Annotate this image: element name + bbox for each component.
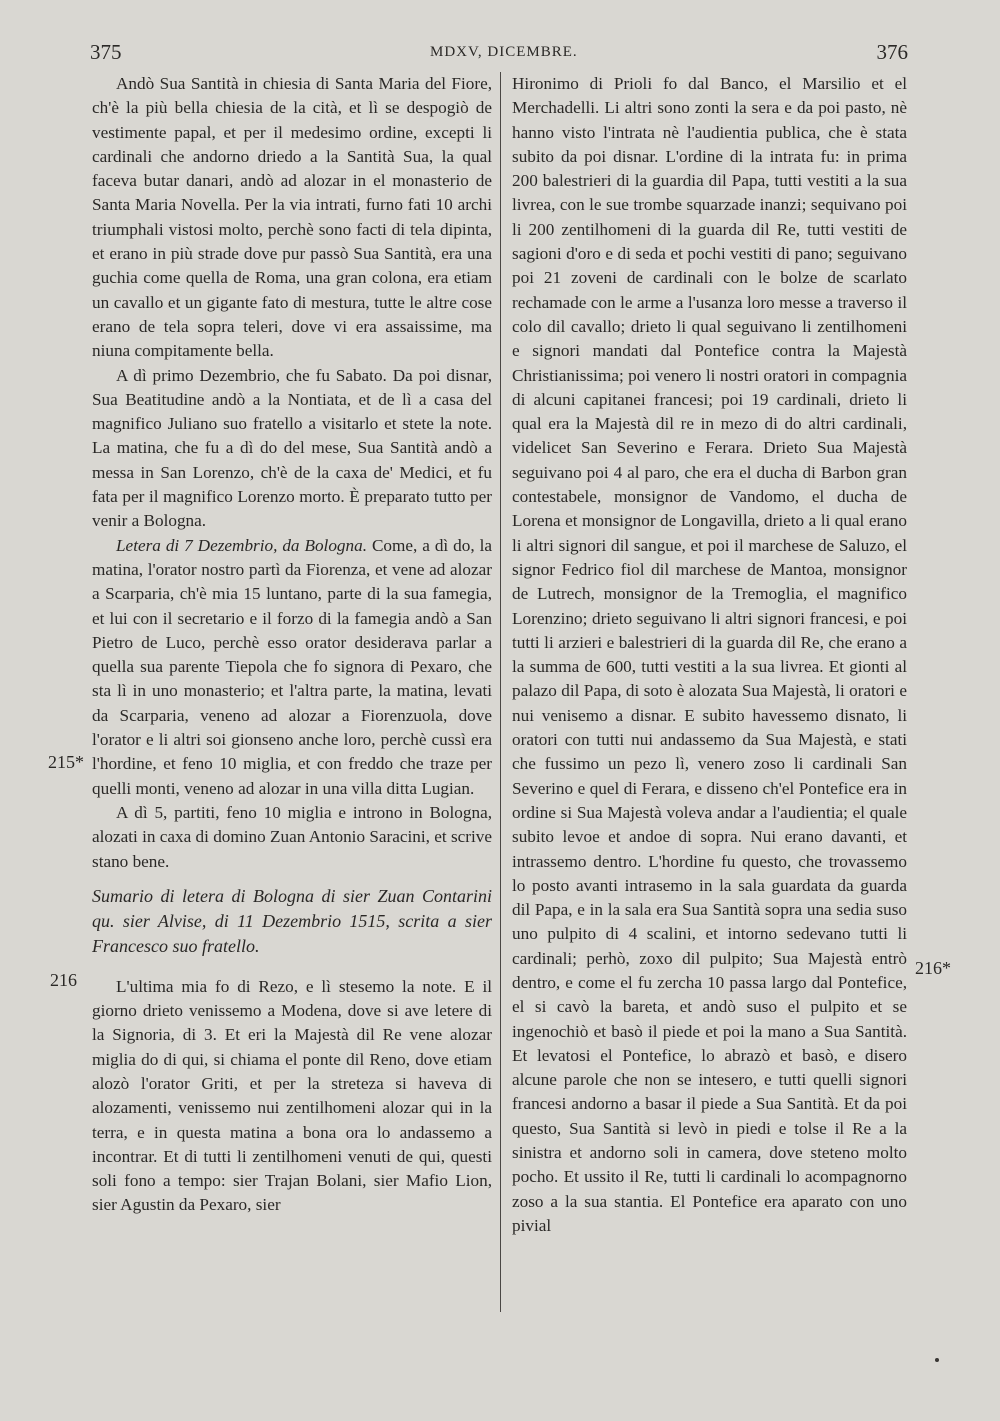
right-column [512, 72, 907, 1238]
paper-speck [935, 1358, 939, 1362]
paragraph: L'ultima mia fo di Rezo, e lì stesemo la note. E il giorno drieto venissemo a Modena, dove si ave letere di la Signoria, di 3. Et eri la Majestà dil Re vene alozar miglia do di qui, si chiama el ponte dil Reno, dove etiam alozò l'orator Griti, et per la streteza si haveva di alozamenti, venissemo nui zentilhomeni alozar qui in la terra, e in questa matina a bona ora lo andassemo a incontrar. Et di tutti li zentilhomeni venuti de qui, questi soli fono a tempo: sier Trajan Bolani, sier Mafio Lion, sier Agustin da Pexaro, sier [92, 976, 492, 1215]
running-title: MDXV, DICEMBRE. [430, 44, 578, 60]
column-divider [500, 72, 501, 1312]
paragraph: Andò Sua Santità in chiesia di Santa Maria del Fiore, ch'è la più bella chiesia de la cità, et lì se despogiò de vestimente papal, et per il medesimo ordine, excepti li cardinali che andorno driedo a la Santità Sua, la qual faceva butar danari, andò ad alozar in el monasterio de Santa Maria Novella. Per la via intrati, furno fati 10 archi triumphali vistosi molto, perchè sono facti di tela dipinta, et erano in più strade dove pur passò Sua Santità, era una guchia come quella de Roma, una gran colona, era etiam un cavallo et un gigante fato di mestura, tutte le altre cose erano de tela sopra teleri, dove vi era assaissime, ma niuna compitamente bella. [92, 74, 492, 361]
paragraph: A dì primo Dezembrio, che fu Sabato. Da poi disnar, Sua Beatitudine andò a la Nontiata, et de lì a casa del magnifico Juliano suo fratello a visitarlo et stete la note. La matina, che fu a dì do del mese, Sua Santità andò a messa in San Lorenzo, ch'è de la caxa de' Medici, et fu fata per il magnifico Lorenzo morto. È preparato tutto per venir a Bologna. [92, 365, 492, 531]
left-column [92, 72, 492, 1218]
page-number-right: 376 [876, 40, 908, 64]
paragraph-text: Come, a dì do, la matina, l'orator nostro partì da Fiorenza, et vene ad alozar a Scarparia, ch'è mia 15 luntano, parte di la sua famegia, et lui con il secretario e il forzo di la famegia andò a San Pietro de Luco, perchè esso orator desiderava parlar a quella sua parente Tiepola che fo signora di Pexaro, che sta lì in uno monasterio; et l'altra parte, la matina, levati da Scarparia, veneno ad alozar a Fiorenzuola, dove l'orator e li altri soi gionseno anche loro, perchè cussì era l'hordine, et feno 10 miglia, et con freddo che traze per quelli monti, veneno ad alozar in una villa ditta Lugian. [92, 535, 492, 798]
margin-note-left-215: 215* [48, 752, 84, 772]
margin-note-left-216: 216 [50, 970, 77, 990]
margin-note-right-216: 216* [915, 958, 951, 978]
paragraph [92, 534, 492, 801]
section-title: Sumario di letera di Bologna di sier Zuan Contarini qu. sier Alvise, di 11 Dezembrio 1515, scrita a sier Francesco suo fratello. [92, 885, 492, 956]
running-head [0, 40, 1000, 72]
paragraph: Hironimo di Prioli fo dal Banco, el Marsilio et el Merchadelli. Li altri sono zonti la sera e da poi pasto, nè hanno visto l'intrata nè l'audientia publica, che è stata subito da poi disnar. L'ordine di la intrata fu: in prima 200 balestrieri di la guardia dil Papa, tutti vestiti a la sua livrea, con le sue trombe squarzade inanzi; sequivano poi li 200 zentilhomeni di la guarda dil Re, tutti vestiti de sagioni d'oro e di seda et pochi vestiti di pano; seguivano poi 21 zoveni de cardinali con le bolze de scarlato rechamade con le arme a l'usanza loro messe a traverso il colo dil cavallo; drieto li qual seguivano li zentilhomeni e signori mandati dal Pontefice contra la Majestà Christianissima; poi venero li nostri oratori in compagnia di alcuni capitanei francesi; poi 19 cardinali, drieto li qual era la Majestà dil re in mezo di do altri cardinali, videlicet San Severino e Ferara. Drieto Sua Majestà seguivano poi 4 al paro, che era el ducha di Barbon gran contestabele, monsignor de Vandomo, el ducha de Lorena et monsignor de Longavilla, drieto a li qual erano li altri signori dil sangue, et poi il marchese de Saluzo, el signor Fedrico fiol dil marchese de Mantoa, monsignor de Lutrech, monsignor de la Tremoglia, el magnifico Lorenzino; drieto seguivano li altri signori francesi, e poi tutti li arzieri e balestrieri di la guarda dil Re, che erano a la summa de 600, tutti vestiti a la sua livrea. Et gionti al palazo dil Papa, di soto è alozata Sua Majestà, li oratori e nui venisemo a disnar. E subito havessemo disnato, li oratori con tutti nui andassemo da Sua Majestà, e stati che fussimo un pezo lì, venero zoso li cardinali San Severino e quel di Ferara, e disseno ch'el Pontefice era in ordine si Sua Majestà voleva andar a l'audientia; el quale subito levoe et andoe di sopra. Nui erano davanti, et intrassemo dentro. L'hordine fu questo, che trovassemo lo posto avanti intrasemo in la sala guardata da guarda dil Papa, e in la sala era Sua Santità sopra una sedia suso uno pulpito di 4 scalini, et intorno sedevano tutti li cardinali; perhò, zoxo dil pulpito; Sua Majestà entrò dentro, e come el fu zercha 10 passa largo dal Pontefice, el si cavò la bareta, et andò suso el pulpito et se ingenochiò et basò il piede et poi la mano a Sua Santità. Et levatosi el Pontefice, lo abrazò et basò, e disero alcune parole che non se intesero, e tutti quelli signori francesi andorno a basar il piede a Sua Santità. Et da poi questo, Sua Santità si levò in piedi e tolse il Re a la sinistra et andorno soli in camera, dove steteno molto pocho. Et ussito il Re, tutti li cardinali lo acompagnorno zoso a la sua stantia. El Pontefice era aparato con uno pivial [512, 74, 907, 1235]
page-number-left: 375 [90, 40, 122, 64]
paragraph: A dì 5, partiti, feno 10 miglia e introno in Bologna, alozati in caxa di domino Zuan Antonio Saracini, et scrive stano bene. [92, 802, 492, 871]
letter-heading: Letera di 7 Dezembrio, da Bologna. [116, 535, 368, 555]
